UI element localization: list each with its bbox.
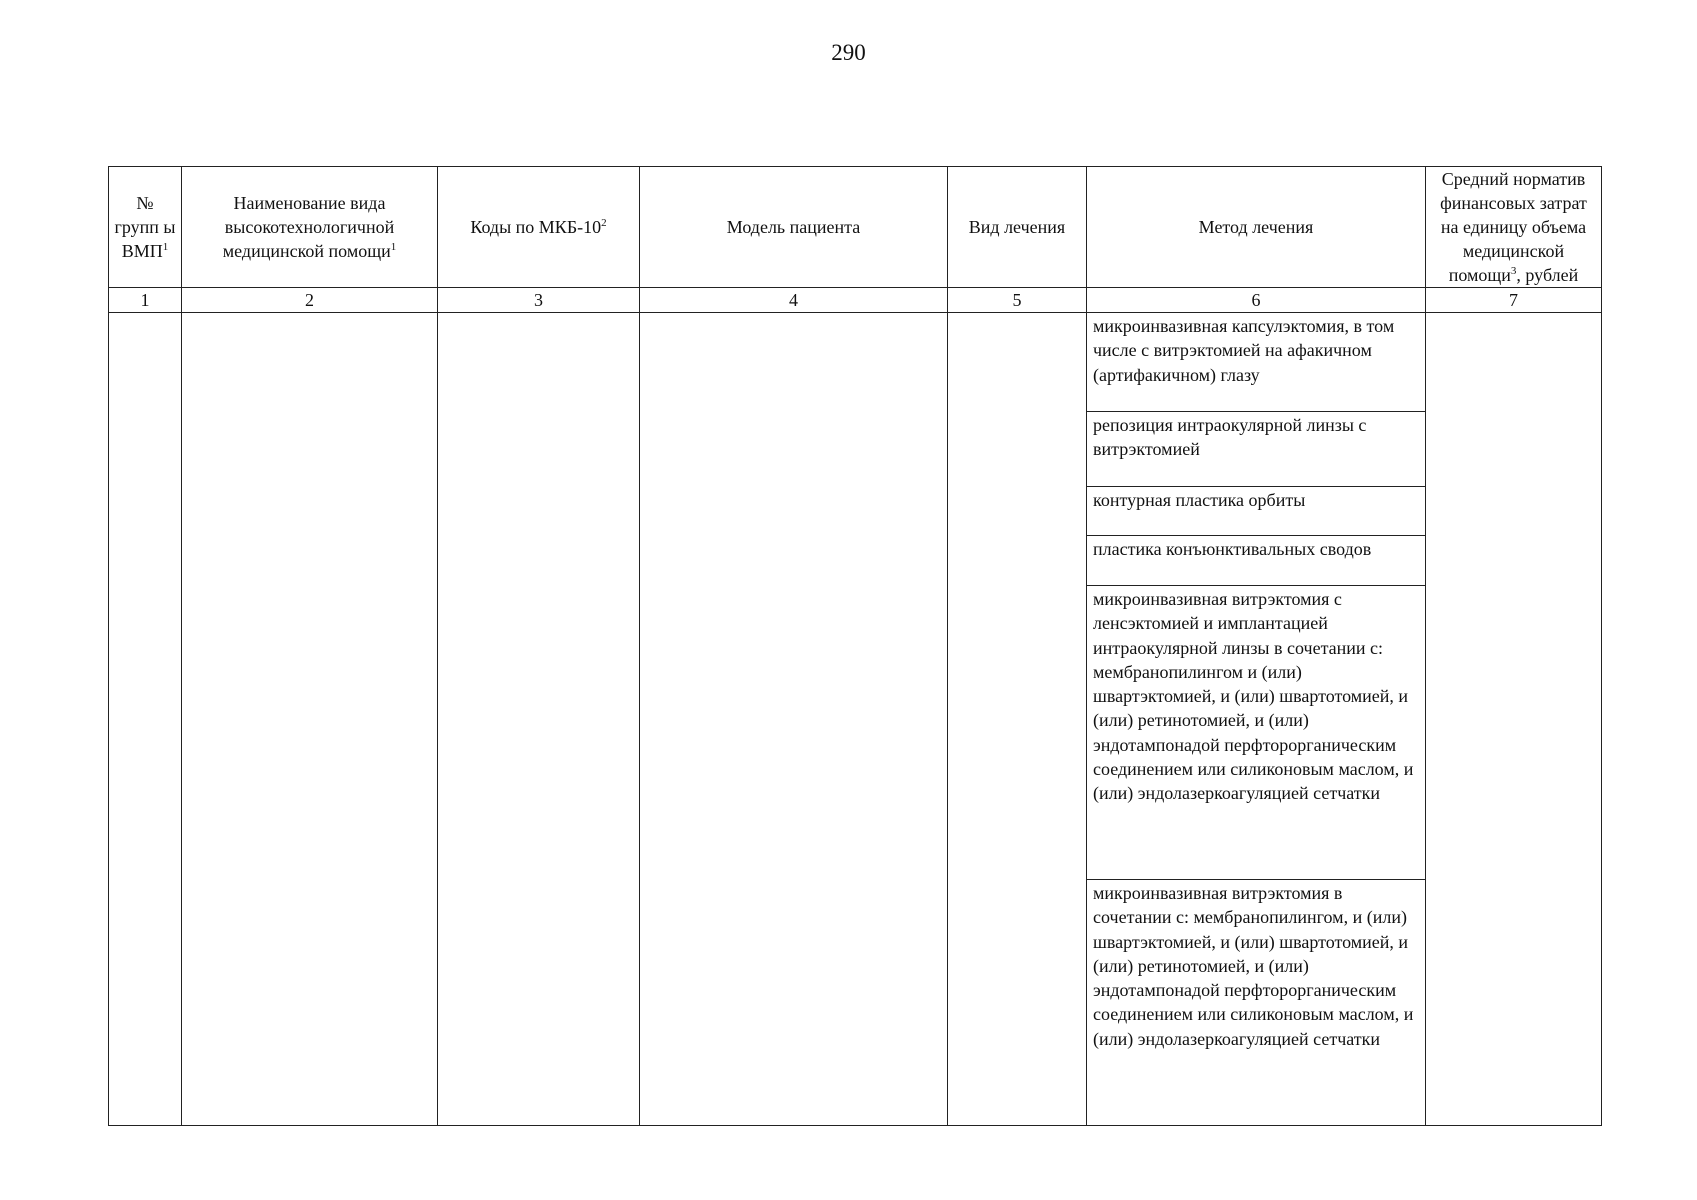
treatment-method-item: микроинвазивная витрэктомия с ленсэктомией и имплантацией интраокулярной линзы в сочетании с: мембранопилингом и (или) швартэктомией, и (или) швартотомией, и (или) ретинотомией, и (или) эндотампонадой перфторорганическим соединением или силиконовым маслом, и (или) эндолазеркоагуляцией сетчатки bbox=[1087, 586, 1425, 880]
header-cost-standard: Средний норматив финансовых затрат на единицу объема медицинской помощи$^3$, рублей bbox=[1426, 167, 1602, 288]
column-number-row bbox=[109, 288, 1602, 313]
column-number: 4 bbox=[640, 288, 948, 313]
treatment-method-item: репозиция интраокулярной линзы с витрэктомией bbox=[1087, 412, 1425, 487]
table-header-row bbox=[109, 167, 1602, 288]
table-body-row bbox=[109, 313, 1602, 1126]
cell-cost-standard bbox=[1426, 313, 1602, 1126]
cell-patient-model bbox=[640, 313, 948, 1126]
header-care-type-name: Наименование вида высокотехнологичной медицинской помощи$^1$ bbox=[182, 167, 438, 288]
treatment-method-item: контурная пластика орбиты bbox=[1087, 487, 1425, 536]
vmp-table bbox=[108, 166, 1602, 1126]
column-number: 6 bbox=[1087, 288, 1426, 313]
cell-treatment-type bbox=[948, 313, 1087, 1126]
header-treatment-type: Вид лечения bbox=[948, 167, 1087, 288]
column-number: 7 bbox=[1426, 288, 1602, 313]
treatment-method-item: микроинвазивная витрэктомия в сочетании с: мембранопилингом, и (или) швартэктомией, и (или) швартотомией, и (или) ретинотомией, и (или) эндотампонадой перфторорганическим соединением или силиконовым маслом, и (или) эндолазеркоагуляцией сетчатки bbox=[1093, 883, 1414, 1049]
header-icd-codes: Коды по МКБ-$10^2$ bbox=[438, 167, 640, 288]
column-number: 5 bbox=[948, 288, 1087, 313]
cell-icd-codes bbox=[438, 313, 640, 1126]
column-number: 1 bbox=[109, 288, 182, 313]
header-group-number: № групп ы ВМП$^1$ bbox=[109, 167, 182, 288]
column-number: 2 bbox=[182, 288, 438, 313]
header-treatment-method: Метод лечения bbox=[1087, 167, 1426, 288]
header-patient-model: Модель пациента bbox=[640, 167, 948, 288]
treatment-method-item: микроинвазивная капсулэктомия, в том числе с витрэктомией на афакичном (артифакичном) глазу bbox=[1087, 313, 1425, 412]
cell-care-type-name bbox=[182, 313, 438, 1126]
treatment-method-item: пластика конъюнктивальных сводов bbox=[1087, 536, 1425, 586]
cell-group-number bbox=[109, 313, 182, 1126]
cell-treatment-methods bbox=[1087, 313, 1426, 1126]
page-number: 290 bbox=[831, 40, 866, 65]
column-number: 3 bbox=[438, 288, 640, 313]
